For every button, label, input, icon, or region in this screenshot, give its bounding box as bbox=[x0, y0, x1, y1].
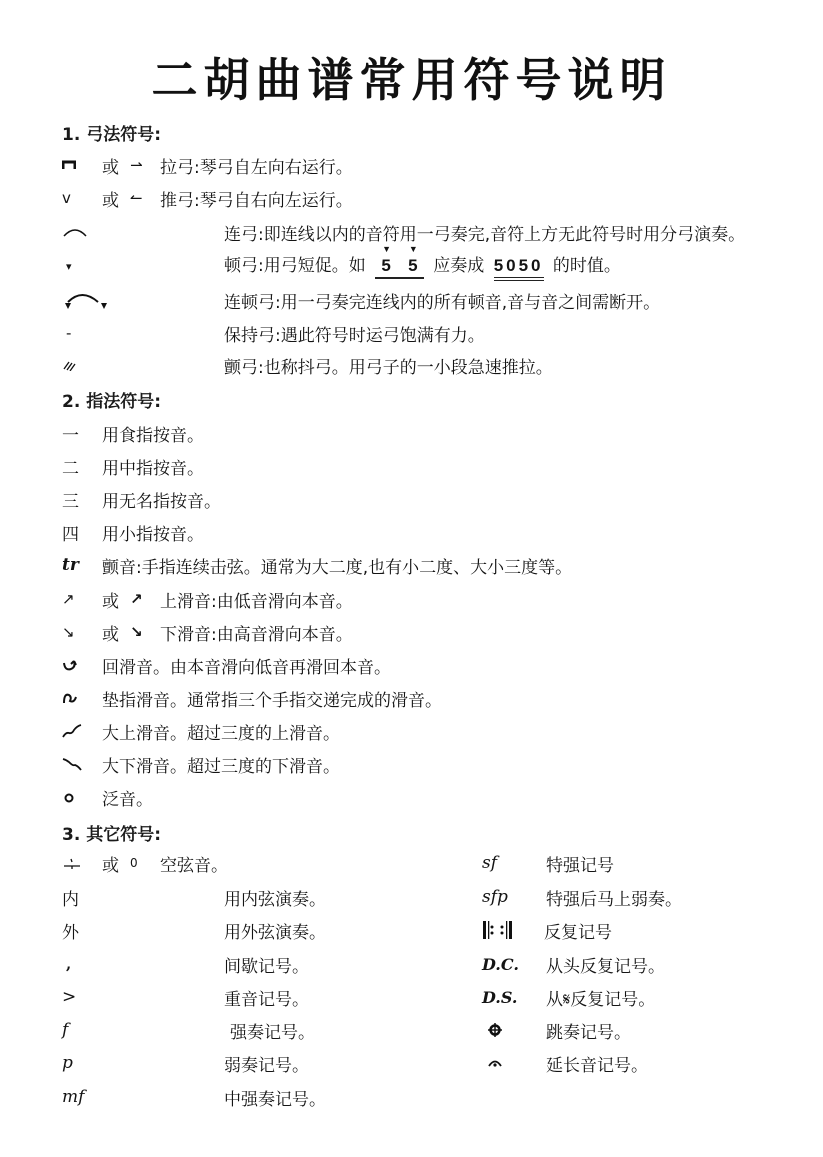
big-up-glide-icon bbox=[62, 724, 102, 738]
section-heading-other: 3. 其它符号: bbox=[62, 825, 162, 845]
page-title: 二胡曲谱常用符号说明 bbox=[151, 53, 672, 107]
list-item: ▾ 顿弓:用弓短促。如 ▼ 5 ▼ 5 应奏成 5050 的时值。 bbox=[62, 251, 106, 281]
trill-icon: tr bbox=[62, 555, 79, 575]
left-harpoon-icon: ↼ bbox=[130, 189, 143, 207]
push-bow-icon: v bbox=[62, 189, 71, 207]
tenuto-dash-icon: - bbox=[66, 324, 72, 342]
sforzando-piano-icon: sfp bbox=[482, 887, 508, 907]
section-heading-bowing: 1. 弓法符号: bbox=[62, 125, 162, 145]
list-item: f 强奏记号。 bbox=[62, 1020, 315, 1043]
example-notes: ▼ 5 ▼ 5 bbox=[375, 256, 424, 279]
accent-icon: > bbox=[62, 987, 77, 1007]
outer-string-label: 外 bbox=[62, 922, 79, 943]
down-glide-icon: ↘ bbox=[62, 623, 75, 641]
open-string-icon bbox=[62, 856, 102, 870]
zero-icon: 0 bbox=[130, 856, 138, 870]
list-item: p 弱奏记号。 bbox=[62, 1053, 309, 1076]
list-item: 四 用小指按音。 bbox=[62, 517, 204, 547]
up-glide-icon: ↗ bbox=[62, 590, 75, 608]
list-item: D.C. 从头反复记号。 bbox=[482, 954, 665, 977]
breath-mark-icon: , bbox=[66, 955, 72, 973]
list-item: 内 用内弦演奏。 bbox=[62, 882, 102, 912]
list-item: 跳奏记号。 bbox=[482, 1015, 631, 1045]
list-item: sf 特强记号 bbox=[482, 853, 614, 876]
coda-icon bbox=[482, 1023, 546, 1037]
list-item: 连顿弓:用一弓奏完连线内的所有顿音,音与音之间需断开。 bbox=[62, 285, 102, 315]
list-item: 二 用中指按音。 bbox=[62, 451, 204, 481]
list-item: mf 中强奏记号。 bbox=[62, 1087, 326, 1110]
list-item: ↘ 或 ↘ 下滑音:由高音滑向本音。 bbox=[62, 623, 353, 645]
list-item: > 重音记号。 bbox=[62, 987, 309, 1010]
list-item: 外 用外弦演奏。 bbox=[62, 915, 102, 945]
up-glide-alt-icon: ↗ bbox=[130, 590, 143, 608]
list-item: sfp 特强后马上弱奏。 bbox=[482, 887, 682, 910]
list-item: 三 用无名指按音。 bbox=[62, 484, 221, 514]
da-capo-icon: D.C. bbox=[482, 954, 519, 974]
list-item: 回滑音。由本音滑向低音再滑回本音。 bbox=[62, 650, 391, 680]
list-item: 或 0 空弦音。 bbox=[62, 848, 228, 878]
example-result: 5050 bbox=[494, 256, 544, 281]
list-item: tr 颤音:手指连续击弦。通常为大二度,也有小二度、大小三度等。 bbox=[62, 555, 573, 578]
pull-bow-icon bbox=[62, 160, 102, 170]
forte-icon: f bbox=[62, 1020, 69, 1040]
list-item: 延长音记号。 bbox=[482, 1048, 648, 1078]
return-glide-icon bbox=[62, 658, 102, 672]
list-item: 连弓:即连线以内的音符用一弓奏完,音符上方无此符号时用分弓演奏。 bbox=[62, 217, 802, 247]
right-harpoon-icon: ⇀ bbox=[130, 156, 143, 174]
list-item: 或 ⇀ 拉弓:琴弓自左向右运行。 bbox=[62, 150, 353, 180]
list-item: 颤弓:也称抖弓。用弓子的一小段急速推拉。 bbox=[62, 350, 102, 380]
list-item: 垫指滑音。通常指三个手指交递完成的滑音。 bbox=[62, 683, 442, 713]
list-item: 泛音。 bbox=[62, 782, 153, 812]
slur-staccato-icon bbox=[62, 290, 102, 310]
fermata-icon bbox=[482, 1058, 546, 1068]
list-item: 大下滑音。超过三度的下滑音。 bbox=[62, 749, 340, 779]
cushion-glide-icon bbox=[62, 691, 102, 705]
section-heading-fingering: 2. 指法符号: bbox=[62, 392, 162, 412]
repeat-sign-icon bbox=[482, 919, 544, 941]
finger-4-icon: 四 bbox=[62, 524, 79, 545]
tremolo-slashes-icon bbox=[62, 359, 102, 371]
harmonic-circle-icon bbox=[62, 791, 102, 803]
list-item: 一 用食指按音。 bbox=[62, 418, 204, 448]
mezzo-forte-icon: mf bbox=[62, 1087, 85, 1107]
finger-2-icon: 二 bbox=[62, 458, 79, 479]
list-item: ↗ 或 ↗ 上滑音:由低音滑向本音。 bbox=[62, 590, 353, 612]
dal-segno-icon: D.S. bbox=[482, 987, 518, 1007]
list-item: v 或 ↼ 推弓:琴弓自右向左运行。 bbox=[62, 189, 353, 211]
sforzando-icon: sf bbox=[482, 853, 498, 873]
staccato-wedge-icon: ▾ bbox=[66, 259, 72, 273]
slur-arc-icon bbox=[62, 226, 102, 238]
big-down-glide-icon bbox=[62, 757, 102, 771]
finger-3-icon: 三 bbox=[62, 491, 79, 512]
list-item: D.S. 从𝄋反复记号。 bbox=[482, 987, 656, 1010]
list-item: 反复记号 bbox=[482, 915, 612, 945]
inner-string-label: 内 bbox=[62, 889, 79, 910]
down-glide-alt-icon: ↘ bbox=[130, 623, 143, 641]
list-item: , 间歇记号。 bbox=[62, 949, 106, 979]
list-item: - 保持弓:遇此符号时运弓饱满有力。 bbox=[62, 318, 106, 348]
finger-1-icon: 一 bbox=[62, 425, 79, 446]
piano-icon: p bbox=[62, 1053, 73, 1073]
list-item: 大上滑音。超过三度的上滑音。 bbox=[62, 716, 340, 746]
